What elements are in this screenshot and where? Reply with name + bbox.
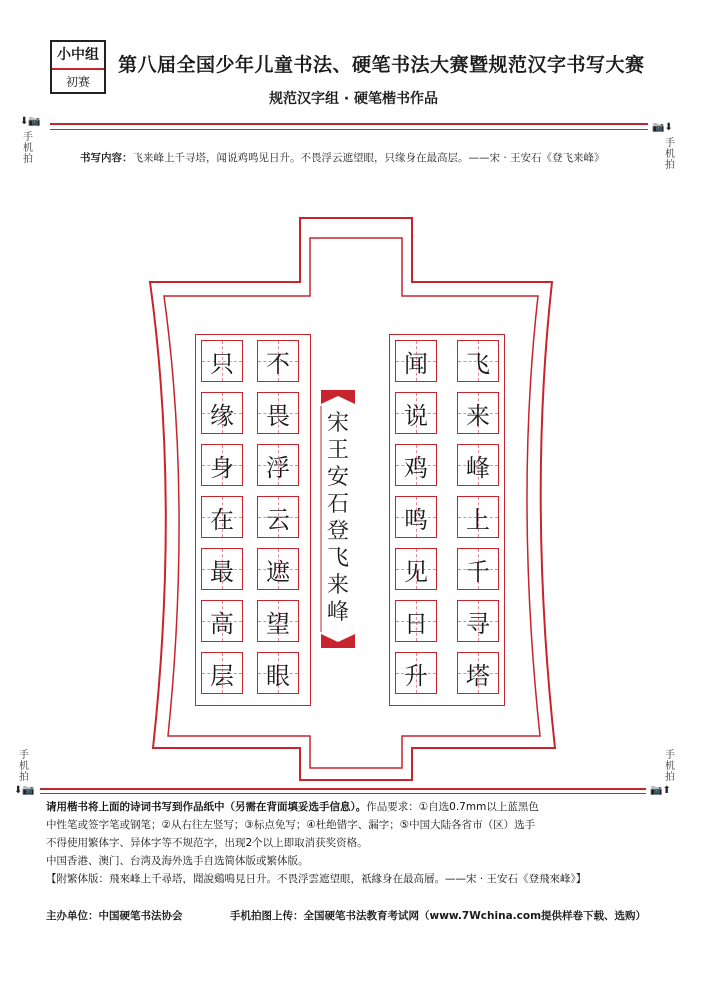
phone-photo-label-left: 手机拍	[23, 132, 33, 165]
grid-character: 见	[404, 557, 428, 586]
grid-character: 升	[404, 661, 428, 690]
grid-cell	[201, 392, 243, 434]
writing-content-text: 飞来峰上千寻塔，闻说鸡鸣见日升。不畏浮云遮望眼，只缘身在最高层。——宋 · 王安石《登飞来峰》	[132, 152, 605, 164]
bottom-rule	[40, 788, 646, 790]
grid-character: 来	[466, 401, 490, 430]
grid-cell	[457, 548, 499, 590]
grid-cell	[201, 652, 243, 694]
grid-character: 遮	[266, 557, 290, 586]
grid-cell	[257, 548, 299, 590]
bottom-rule-thin	[40, 793, 646, 794]
grid-cell	[395, 652, 437, 694]
grid-cell	[395, 496, 437, 538]
instructions	[46, 798, 666, 888]
upload-info: 手机拍图上传：全国硬笔书法教育考试网（www.7Wchina.com提供样卷下载、选购）	[230, 910, 647, 922]
grid-character: 闻	[404, 349, 428, 378]
badge-group-label: 小中组	[52, 42, 104, 70]
instructions-line-3: 不得使用繁体字、异体字等不规范字，出现2个以上即取消获奖资格。	[46, 837, 368, 849]
grid-cell	[395, 548, 437, 590]
grid-character: 说	[404, 401, 428, 430]
grid-character: 望	[266, 609, 290, 638]
grid-character: 塔	[466, 661, 490, 690]
grid-cell	[457, 496, 499, 538]
camera-icon: 📷⬇	[652, 122, 673, 133]
grid-cell	[257, 444, 299, 486]
signature-character: 峰	[326, 600, 349, 625]
grid-cell	[257, 496, 299, 538]
grid-character: 峰	[466, 453, 490, 482]
camera-icon: ⬇📷	[14, 785, 35, 796]
instructions-line-2: 中性笔或签字笔或钢笔；②从右往左竖写；③标点免写；④杜绝错字、漏字；⑤中国大陆各省市（区）选手	[46, 819, 536, 831]
grid-character: 缘	[210, 401, 234, 430]
grid-cell	[457, 340, 499, 382]
grid-cell	[201, 496, 243, 538]
grid-cell	[395, 392, 437, 434]
grid-character: 上	[466, 505, 490, 534]
grid-cell	[457, 600, 499, 642]
page-subtitle: 规范汉字组 · 硬笔楷书作品	[268, 91, 439, 107]
grid-cell	[457, 652, 499, 694]
grid-character: 云	[266, 505, 290, 534]
grid-character: 眼	[266, 661, 290, 690]
grid-cell	[257, 652, 299, 694]
signature-character: 王	[326, 438, 349, 463]
grid-character: 最	[210, 557, 234, 586]
grid-cell	[257, 600, 299, 642]
phone-photo-label-right-bottom: 手机拍	[665, 750, 675, 783]
instructions-line-4: 中国香港、澳门、台湾及海外选手自选简体版或繁体版。	[46, 855, 309, 867]
grid-character: 浮	[266, 453, 290, 482]
phone-photo-label-left-bottom: 手机拍	[19, 750, 29, 783]
instructions-line-5: 【附繁体版：飛來峰上千尋塔，聞說鷄鳴見日升。不畏浮雲遮望眼，祇緣身在最高層。——宋 · 王安石《登飛來峰》】	[46, 873, 587, 885]
writing-content-label: 书写内容：	[80, 152, 133, 164]
grid-character: 飞	[466, 349, 490, 378]
signature-column	[317, 388, 359, 650]
signature-character: 安	[326, 465, 349, 490]
grid-character: 在	[210, 505, 234, 534]
grid-cell	[457, 444, 499, 486]
grid-cell	[457, 392, 499, 434]
grid-character: 只	[210, 349, 234, 378]
signature-character: 石	[326, 492, 349, 517]
grid-cell	[395, 444, 437, 486]
signature-character: 飞	[326, 546, 349, 571]
camera-icon: 📷⬆	[650, 785, 671, 796]
grid-cell	[257, 392, 299, 434]
badge-round-label: 初赛	[65, 75, 90, 89]
grid-cell	[201, 340, 243, 382]
signature-character: 宋	[326, 411, 349, 436]
organizer: 主办单位：中国硬笔书法协会	[46, 910, 183, 922]
signature-character: 来	[326, 573, 349, 598]
grid-character: 畏	[266, 401, 290, 430]
grid-character: 千	[466, 557, 490, 586]
grid-cell	[395, 340, 437, 382]
phone-photo-label-right: 手机拍	[665, 138, 675, 171]
instructions-line-1: 请用楷书将上面的诗词书写到作品纸中（另需在背面填妥选手信息）。作品要求：①自选0.7mm以上蓝黑色	[46, 801, 539, 813]
grid-character: 鸣	[404, 505, 428, 534]
grid-character: 身	[210, 453, 234, 482]
grid-character: 高	[210, 609, 234, 638]
grid-character: 寻	[466, 609, 490, 638]
grid-character: 鸡	[404, 453, 428, 482]
page-title: 第八届全国少年儿童书法、硬笔书法大赛暨规范汉字书写大赛	[118, 54, 645, 76]
grid-character: 层	[210, 661, 234, 690]
signature-character: 登	[326, 519, 349, 544]
grid-character: 不	[266, 349, 290, 378]
grid-cell	[201, 444, 243, 486]
grid-cell	[201, 548, 243, 590]
camera-icon: ⬇📷	[20, 116, 41, 127]
grid-cell	[201, 600, 243, 642]
grid-cell	[395, 600, 437, 642]
grid-cell	[257, 340, 299, 382]
grid-character: 日	[404, 609, 428, 638]
